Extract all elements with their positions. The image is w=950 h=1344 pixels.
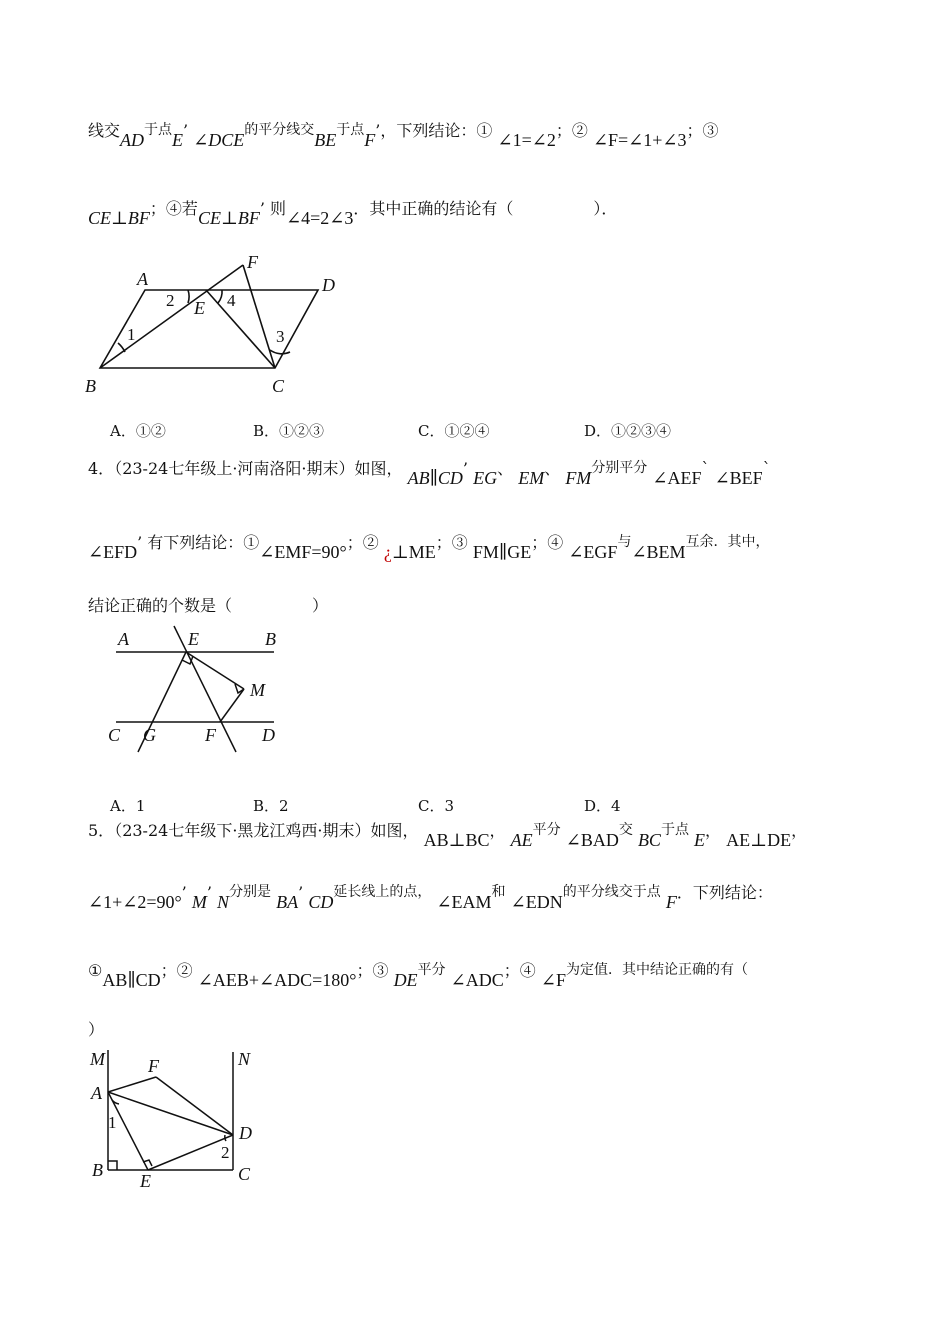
label-b: B xyxy=(85,376,96,396)
q5-line-1: 5．（23-24七年级下·黑龙江鸡西·期末）如图， AB⊥BC， AE平分 ∠BAD交 BC于点 E， AE⊥DE， xyxy=(88,821,808,850)
label-angle-1: 1 xyxy=(108,1113,117,1132)
label-angle-2: 2 xyxy=(221,1143,230,1162)
label-g: G xyxy=(143,725,156,745)
q3-line-2: CE⊥BF；④若CE⊥BF’ 则∠4=2∠3．其中正确的结论有（ ）． xyxy=(88,199,618,228)
label-m: M xyxy=(90,1049,105,1069)
q4-line-2: ∠EFD’ 有下列结论：①∠EMF=90°；② ¿⊥ME；③ FM∥GE；④ ∠EGF与∠BEM互余．其中， xyxy=(88,533,770,562)
q4-figure xyxy=(105,625,285,750)
angle-mark-3 xyxy=(270,350,290,354)
q3-choice-c[interactable]: C．①②④ xyxy=(418,422,490,440)
label-a: A xyxy=(137,269,148,289)
q3-choice-b[interactable]: B．①②③ xyxy=(253,422,325,440)
label-c: C xyxy=(272,376,285,396)
q4-source: （23-24七年级上·河南洛阳·期末）如图， xyxy=(114,459,403,478)
label-d: D xyxy=(239,1123,252,1143)
label-a: A xyxy=(118,629,129,649)
label-f: F xyxy=(148,1056,159,1076)
line-fd xyxy=(156,1077,233,1135)
q5-figure xyxy=(85,1045,265,1190)
line-em xyxy=(186,652,244,689)
q4-choice-c[interactable]: C．3 xyxy=(418,797,455,815)
q4-line-3: 结论正确的个数是（ ） xyxy=(88,596,329,615)
label-d: D xyxy=(322,275,335,295)
right-angle-b xyxy=(108,1161,117,1170)
angle-mark-4 xyxy=(218,290,222,303)
q5-source: （23-24七年级下·黑龙江鸡西·期末）如图， xyxy=(114,821,419,840)
q5-number: 5． xyxy=(88,821,115,840)
label-angle-2: 2 xyxy=(166,291,175,310)
label-b: B xyxy=(92,1160,103,1180)
label-n: N xyxy=(238,1049,251,1069)
label-a: A xyxy=(91,1083,102,1103)
label-f: F xyxy=(247,252,258,272)
label-angle-3: 3 xyxy=(276,327,285,346)
label-angle-4: 4 xyxy=(227,291,236,310)
q4-choice-b[interactable]: B．2 xyxy=(253,797,289,815)
label-b: B xyxy=(265,629,276,649)
label-m: M xyxy=(250,680,265,700)
line-fc xyxy=(243,265,275,368)
angle-mark-2 xyxy=(188,290,189,303)
q5-line-4: ） xyxy=(88,1020,105,1039)
q3-choice-d[interactable]: D．①②③④ xyxy=(584,422,672,440)
line-ec xyxy=(206,290,275,368)
q4-choice-d[interactable]: D．4 xyxy=(584,797,621,815)
q3-choice-a[interactable]: A．①② xyxy=(110,422,166,440)
label-f: F xyxy=(205,725,216,745)
q5-line-3: ①AB∥CD；② ∠AEB+∠ADC=180°；③ DE平分 ∠ADC；④ ∠F为定值．其中结论正确的有（ xyxy=(88,961,748,990)
label-d: D xyxy=(262,725,275,745)
label-e: E xyxy=(140,1171,151,1191)
q4-line-1: 4．（23-24七年级上·河南洛阳·期末）如图， AB∥CD’ EG、 EM、 FM分别平分 ∠AEF` ∠BEF` xyxy=(88,459,771,488)
label-e: E xyxy=(188,629,199,649)
line-bf xyxy=(100,265,243,368)
line-mf xyxy=(220,689,244,722)
label-c: C xyxy=(108,725,121,745)
q3-line-1: 线交AD于点E’ ∠DCE的平分线交BE于点F’，下列结论：① ∠1=∠2；② ∠F=∠1+∠3；③ xyxy=(88,121,719,150)
q5-line-2: ∠1+∠2=90°’ M’ N分别是 BA’ CD延长线上的点， ∠EAM和 ∠EDN的平分线交于点 F．下列结论： xyxy=(88,883,773,912)
label-angle-1: 1 xyxy=(127,325,136,344)
angle-mark-1 xyxy=(118,343,125,352)
line-af xyxy=(108,1077,156,1092)
label-e: E xyxy=(194,298,205,318)
q3-figure xyxy=(80,250,350,400)
label-c: C xyxy=(238,1164,251,1184)
q4-number: 4． xyxy=(88,459,115,478)
q4-choice-a[interactable]: A．1 xyxy=(110,797,146,815)
